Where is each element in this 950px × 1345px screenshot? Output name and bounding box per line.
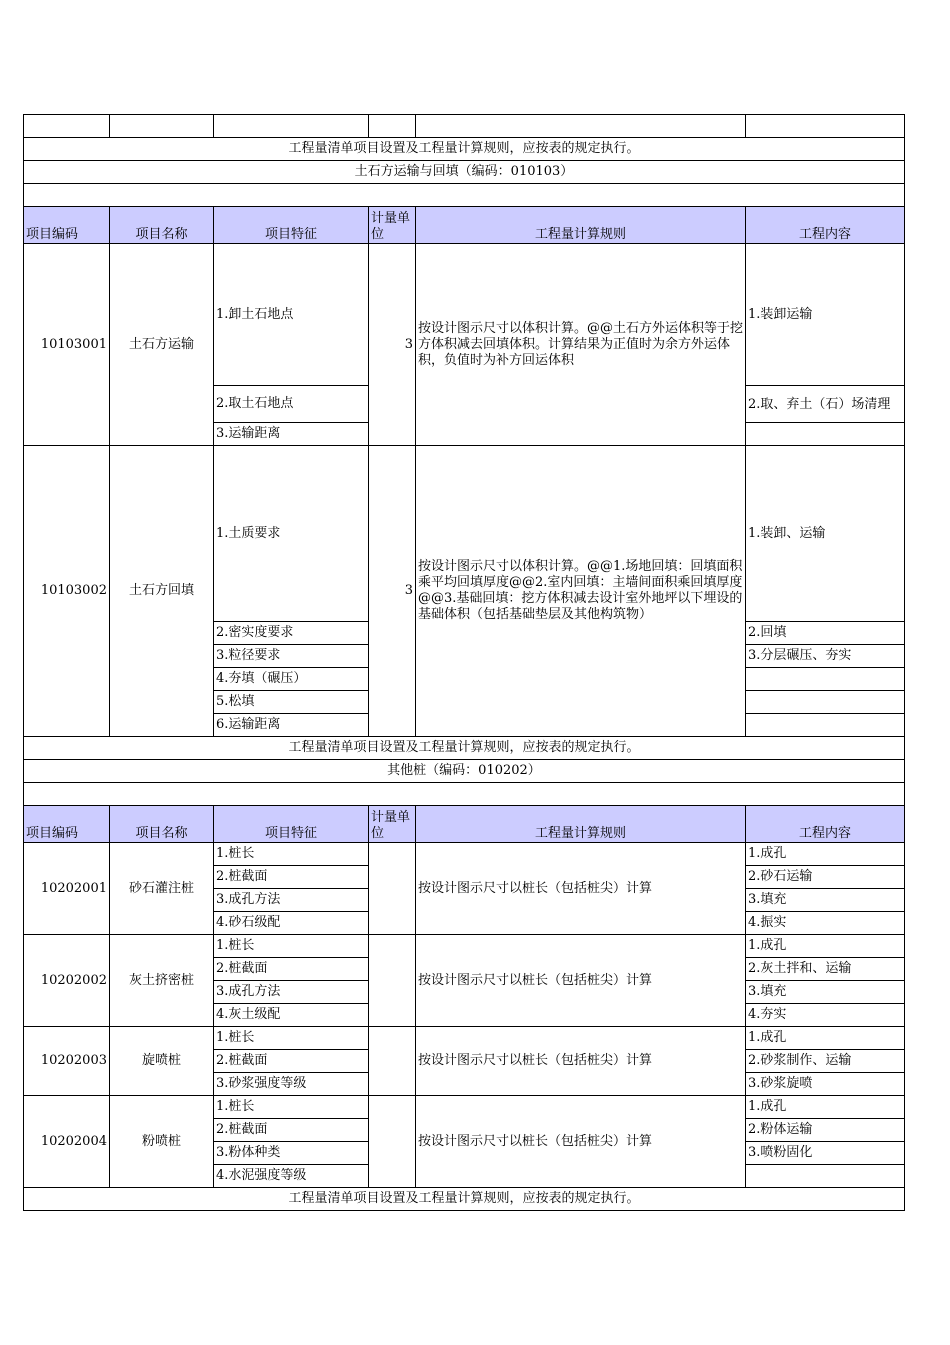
header-content: 工程内容 — [746, 806, 905, 843]
content-cell: 1.成孔 — [746, 1096, 905, 1119]
spacer-row — [24, 184, 905, 207]
item-name: 土石方运输 — [110, 244, 214, 446]
feature-cell: 4.砂石级配 — [214, 912, 369, 935]
content-cell: 2.取、弃土（石）场清理 — [746, 386, 905, 423]
item-name: 土石方回填 — [110, 446, 214, 737]
notice-row: 工程量清单项目设置及工程量计算规则，应按表的规定执行。 — [24, 737, 905, 760]
header-row — [24, 806, 905, 843]
content-cell: 2.回填 — [746, 622, 905, 645]
feature-cell: 4.夯填（碾压） — [214, 668, 369, 691]
feature-cell: 2.密实度要求 — [214, 622, 369, 645]
content-cell: 2.砂浆制作、运输 — [746, 1050, 905, 1073]
table-row — [24, 1096, 905, 1119]
item-unit: 3 — [369, 446, 416, 737]
content-cell — [746, 691, 905, 714]
header-name: 项目名称 — [110, 207, 214, 244]
feature-cell: 2.桩截面 — [214, 958, 369, 981]
feature-cell: 3.粒径要求 — [214, 645, 369, 668]
item-code: 10202003 — [24, 1027, 110, 1096]
feature-cell: 3.成孔方法 — [214, 889, 369, 912]
feature-cell: 2.桩截面 — [214, 1050, 369, 1073]
item-code: 10103002 — [24, 446, 110, 737]
content-cell: 3.填充 — [746, 981, 905, 1004]
section-title: 其他桩（编码：010202） — [24, 760, 905, 783]
item-name: 灰土挤密桩 — [110, 935, 214, 1027]
table-row — [24, 446, 905, 622]
empty-row — [24, 115, 905, 138]
content-cell: 3.填充 — [746, 889, 905, 912]
feature-cell: 3.成孔方法 — [214, 981, 369, 1004]
content-cell: 3.分层碾压、夯实 — [746, 645, 905, 668]
feature-cell: 3.粉体种类 — [214, 1142, 369, 1165]
content-cell: 2.灰土拌和、运输 — [746, 958, 905, 981]
content-cell — [746, 714, 905, 737]
content-cell — [746, 423, 905, 446]
notice-row: 工程量清单项目设置及工程量计算规则，应按表的规定执行。 — [24, 138, 905, 161]
item-unit — [369, 843, 416, 935]
item-rule: 按设计图示尺寸以体积计算。@@土石方外运体积等于挖方体积减去回填体积。计算结果为正值时为余方外运体积，负值时为补方回运体积 — [416, 244, 746, 446]
header-code: 项目编码 — [24, 207, 110, 244]
content-cell: 4.夯实 — [746, 1004, 905, 1027]
notice-row: 工程量清单项目设置及工程量计算规则，应按表的规定执行。 — [24, 1188, 905, 1211]
table-row — [24, 244, 905, 386]
header-name: 项目名称 — [110, 806, 214, 843]
item-code: 10202004 — [24, 1096, 110, 1188]
bill-of-quantities-table — [23, 114, 905, 1211]
item-rule: 按设计图示尺寸以桩长（包括桩尖）计算 — [416, 935, 746, 1027]
feature-cell: 4.灰土级配 — [214, 1004, 369, 1027]
content-cell — [746, 1165, 905, 1188]
content-cell: 1.成孔 — [746, 1027, 905, 1050]
header-row — [24, 207, 905, 244]
feature-cell: 2.桩截面 — [214, 1119, 369, 1142]
item-rule: 按设计图示尺寸以桩长（包括桩尖）计算 — [416, 843, 746, 935]
header-rule: 工程量计算规则 — [416, 207, 746, 244]
feature-cell: 2.桩截面 — [214, 866, 369, 889]
item-unit — [369, 1027, 416, 1096]
item-rule: 按设计图示尺寸以桩长（包括桩尖）计算 — [416, 1027, 746, 1096]
item-code: 10202002 — [24, 935, 110, 1027]
content-cell: 1.成孔 — [746, 843, 905, 866]
content-cell: 2.砂石运输 — [746, 866, 905, 889]
content-cell: 4.振实 — [746, 912, 905, 935]
item-name: 旋喷桩 — [110, 1027, 214, 1096]
feature-cell: 4.水泥强度等级 — [214, 1165, 369, 1188]
item-name: 砂石灌注桩 — [110, 843, 214, 935]
item-unit — [369, 935, 416, 1027]
table-row — [24, 935, 905, 958]
feature-cell: 3.砂浆强度等级 — [214, 1073, 369, 1096]
item-rule: 按设计图示尺寸以桩长（包括桩尖）计算 — [416, 1096, 746, 1188]
content-cell: 3.砂浆旋喷 — [746, 1073, 905, 1096]
feature-cell: 1.桩长 — [214, 935, 369, 958]
feature-cell: 5.松填 — [214, 691, 369, 714]
item-unit: 3 — [369, 244, 416, 446]
content-cell: 2.粉体运输 — [746, 1119, 905, 1142]
feature-cell: 6.运输距离 — [214, 714, 369, 737]
header-content: 工程内容 — [746, 207, 905, 244]
header-unit: 计量单位 — [369, 207, 416, 244]
spacer-row — [24, 783, 905, 806]
header-features: 项目特征 — [214, 806, 369, 843]
feature-cell: 1.土质要求 — [214, 446, 369, 622]
feature-cell: 1.桩长 — [214, 1027, 369, 1050]
feature-cell: 1.桩长 — [214, 843, 369, 866]
header-features: 项目特征 — [214, 207, 369, 244]
item-code: 10202001 — [24, 843, 110, 935]
content-cell: 1.成孔 — [746, 935, 905, 958]
header-rule: 工程量计算规则 — [416, 806, 746, 843]
item-code: 10103001 — [24, 244, 110, 446]
content-cell — [746, 668, 905, 691]
feature-cell: 1.桩长 — [214, 1096, 369, 1119]
content-cell: 3.喷粉固化 — [746, 1142, 905, 1165]
table-row — [24, 1027, 905, 1050]
content-cell: 1.装卸、运输 — [746, 446, 905, 622]
feature-cell: 1.卸土石地点 — [214, 244, 369, 386]
feature-cell: 3.运输距离 — [214, 423, 369, 446]
item-rule: 按设计图示尺寸以体积计算。@@1.场地回填：回填面积乘平均回填厚度@@2.室内回填：主墙间面积乘回填厚度@@3.基础回填：挖方体积减去设计室外地坪以下埋设的基础体积（包括基础垫层及其他构筑物） — [416, 446, 746, 737]
item-unit — [369, 1096, 416, 1188]
content-cell: 1.装卸运输 — [746, 244, 905, 386]
header-unit: 计量单位 — [369, 806, 416, 843]
table-row — [24, 843, 905, 866]
feature-cell: 2.取土石地点 — [214, 386, 369, 423]
header-code: 项目编码 — [24, 806, 110, 843]
item-name: 粉喷桩 — [110, 1096, 214, 1188]
section-title: 土石方运输与回填（编码：010103） — [24, 161, 905, 184]
